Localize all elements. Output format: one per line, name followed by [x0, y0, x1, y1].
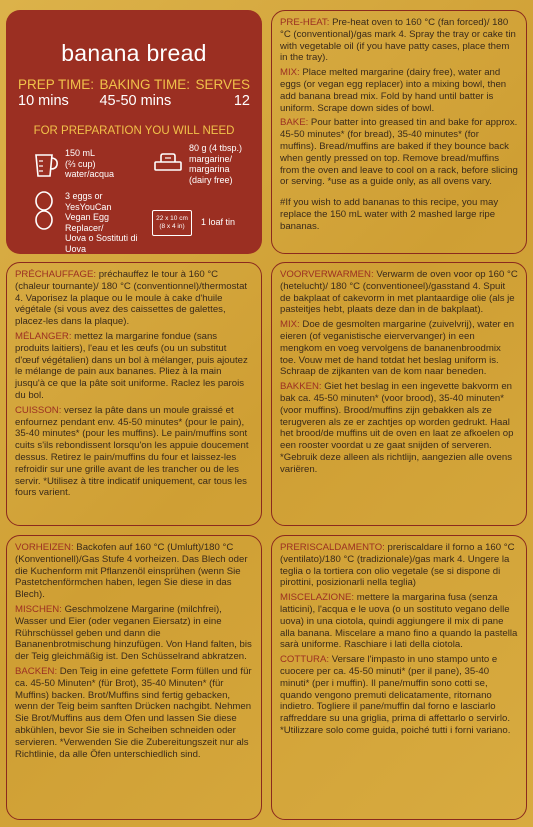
recipe-title: banana bread — [61, 40, 207, 66]
baking-time-value: 45-50 mins — [99, 93, 172, 109]
eggs-line-1: 3 eggs or — [65, 191, 103, 201]
recipe-card — [6, 10, 262, 254]
instructions-english — [271, 10, 527, 254]
eggs-line-4: Replacer/ — [65, 222, 104, 233]
german-bake-label: BACKEN: — [15, 665, 58, 677]
italian-mix-label: MISCELAZIONE: — [280, 592, 355, 604]
water-name: water/acqua — [65, 169, 115, 180]
ingredient-margarine — [152, 143, 272, 185]
german-preheat-text: Backofen auf 160 °C (Umluft)/180 °C (Konventionell)/Gas Stufe 4 vorheizen. Das Blech oder die Kuchenform mit Pflanzenöl einsprühen (wenn Sie Pastetchenförmchen haben, legen Sie diese in das Blech). — [15, 542, 248, 601]
dutch-bake — [280, 381, 518, 475]
serves-value: 12 — [233, 93, 250, 109]
dutch-preheat — [280, 269, 518, 316]
french-mix-text: mettez la margarine fondue (sans produits laitiers), l'eau et les œufs (ou un substitut d'œuf végétalien) dans un bol à mélanger, puis ajoutez le mélange de pain aux bananes. Pliez à la main jusqu'à ce que la pâte soit uniforme. Raclez les parois du bol. — [15, 330, 248, 401]
italian-preheat-text: preriscaldare il forno a 160 °C (ventilato)/180 °C (tradizionale)/gas mark 4. Ungere la teglia o la tortiera con olio vegetale (se si dispone di pirottini, posizionarli nella teglia) — [280, 542, 515, 589]
preparation-header: FOR PREPARATION YOU WILL NEED — [33, 125, 235, 137]
german-mix-text: Geschmolzene Margarine (milchfrei), Wasser und Eier (oder veganen Eiersatz) in eine Rührschüssel geben und dann die Bananenbrotmischung hinzufügen. Von Hand falten, bis der Teig gleichmäßig ist. Den Schüsselrand abkratzen. — [15, 603, 252, 663]
water-cup: (⅔ cup) — [65, 158, 96, 169]
dutch-preheat-text: Verwarm de oven voor op 160 °C (hetelucht)/ 180 °C (conventioneel)/gasstand 4. Spuit de bakplaat of cakevorm in met plantaardige olie (als je pasteitjes hebt, plaats deze dan in de bakplaat). — [280, 269, 518, 316]
prep-time-label: PREP TIME: — [18, 77, 95, 92]
tin-size-imperial: (8 x 4 in) — [159, 222, 185, 230]
instructions-german — [6, 535, 262, 820]
french-bake-label: CUISSON: — [15, 404, 62, 416]
english-mix-label: MIX: — [280, 67, 300, 79]
measuring-cup-icon — [30, 149, 60, 179]
instructions-italian — [271, 535, 527, 820]
instructions-dutch — [271, 262, 527, 526]
eggs-line-3: Vegan Egg — [65, 212, 110, 222]
dutch-mix — [280, 319, 518, 378]
margarine-name-it: margarina — [189, 164, 230, 174]
italian-mix-text: mettere la margarina fusa (senza latticini), l'acqua e le uova (o un sostituto vegano delle uova) in una ciotola, quindi aggiungere il mix di pane alla banana. Miscelare a mano fino a quando la pastella sarà uniforme. Raschiare i lati della ciotola. — [280, 592, 518, 651]
german-mix — [15, 604, 253, 663]
ingredient-eggs — [30, 191, 148, 254]
baking-time-label: BAKING TIME: — [99, 77, 191, 92]
ingredient-loaf-tin — [152, 191, 272, 254]
italian-preheat — [280, 542, 518, 589]
english-mix-text: Place melted margarine (dairy free), water and eggs (or vegan egg replacer) into a mixing bowl, then add banana bread mix. Fold by hand until batter is uniform. Scrape down sides of bowl. — [280, 67, 507, 114]
french-mix-label: MÉLANGER: — [15, 330, 72, 342]
english-bake — [280, 117, 518, 188]
italian-preheat-label: PRERISCALDAMENTO: — [280, 542, 385, 553]
german-preheat — [15, 542, 253, 601]
water-amount: 150 mL — [65, 148, 96, 159]
french-preheat-text: préchauffez le tour à 160 °C (chaleur tournante)/ 180 °C (conventionnel)/thermostat 4. Vaporisez la plaque ou le moule à cake d'huile végétale (si vous avez des caissettes de galettes, placez-les dans la plaque). — [15, 269, 248, 328]
french-preheat — [15, 269, 253, 328]
loaf-tin-label: 1 loaf tin — [201, 217, 236, 228]
french-bake — [15, 405, 253, 499]
french-preheat-label: PRÉCHAUFFAGE: — [15, 269, 97, 280]
english-mix — [280, 67, 518, 114]
dutch-mix-label: MIX: — [280, 319, 300, 331]
italian-mix — [280, 592, 518, 651]
english-preheat-label: PRE-HEAT: — [280, 17, 330, 28]
italian-bake-label: COTTURA: — [280, 654, 330, 666]
english-bake-text: Pour batter into greased tin and bake for approx. 45-50 minutes* (for bread), 35-40 minutes* (for muffins). Bread/muffins are baked if they bounce back when gently pressed on top. Remove bread/muffins from the oven and leave to cool on a rack, before slicing or serving. *use as a guide only, as all ovens vary. — [280, 117, 518, 188]
instructions-french — [6, 262, 262, 526]
german-mix-label: MISCHEN: — [15, 603, 62, 615]
eggs-icon — [30, 191, 60, 231]
serves-label: SERVES — [195, 77, 250, 92]
margarine-amount: 80 g (4 tbsp.) — [189, 143, 243, 153]
english-preheat — [280, 17, 518, 64]
tin-size-metric: 22 x 10 cm — [156, 215, 188, 222]
italian-bake-text: Versare l'impasto in uno stampo unto e cuocere per ca. 45-50 minuti* (per il pane), 35-40 minuti* (per i muffin). Il pane/muffin sono cotti se, quando vengono premuti delicatamente, ritornano indietro. Togliere il pane/muffin dal forno e lasciarlo raffreddare su una griglia, prima di affettarlo o servirlo. *Utilizzare solo come guida, poiché tutti i forni variano. — [280, 654, 511, 736]
dutch-bake-label: BAKKEN: — [280, 381, 322, 393]
german-bake-text: Den Teig in eine gefettete Form füllen und für ca. 45-50 Minuten* (für Brot), 35-40 Minuten* (für Muffins) backen. Brot/Muffins sind fertig gebacken, wenn der Teig beim sanften Drücken nachgibt. Nehmen Sie Brot/Muffins aus dem Ofen und lassen Sie diese abkühlen, bevor Sie sie in Scheiben schneiden oder servieren. *Verwenden Sie die Zubereitungszeit nur als Richtlinie, da alle Öfen unterschiedlich sind. — [15, 665, 252, 760]
ingredient-water — [30, 143, 148, 185]
eggs-line-5: Uova o Sostituti di Uova — [65, 233, 138, 254]
dutch-mix-text: Doe de gesmolten margarine (zuivelvrij), water en eieren (of veganistische eiervervanger) in een mengkom en voeg vervolgens de bananenbroodmix toe. Vouw met de hand totdat het beslag uniform is. Schraap de zijkanten van de kom naar beneden. — [280, 319, 515, 378]
time-summary — [14, 77, 254, 109]
prep-time-value: 10 mins — [18, 93, 69, 109]
eggs-line-2: YesYouCan — [65, 201, 112, 212]
english-note: #If you wish to add bananas to this recipe, you may replace the 150 mL water with 2 mashed large ripe bananas. — [280, 197, 499, 232]
margarine-note: (dairy free) — [189, 174, 233, 185]
english-bake-label: BAKE: — [280, 117, 309, 129]
margarine-tub-icon — [152, 151, 184, 177]
margarine-name-en: margarine/ — [189, 153, 233, 164]
french-bake-text: versez la pâte dans un moule graissé et enfournez pendant env. 45-50 minutes* (pour le pain), 35-40 minutes* (pour les muffins). Le pain/muffins sont cuits s'ils rebondissent lorsqu'on les appuie doucement dessus. Retirez le pain/muffins du four et laissez-les refroidir sur une grille avant de les trancher ou de les servir. *Utilisez à titre indicatif uniquement, car tous les fours varient. — [15, 404, 249, 499]
german-bake — [15, 666, 253, 760]
ingredient-list — [14, 143, 254, 254]
english-preheat-text: Pre-heat oven to 160 °C (fan forced)/ 180 °C (conventional)/gas mark 4. Spray the tray or cake tin with vegetable oil (if you have patty cases, place them in the tray). — [280, 17, 516, 64]
italian-bake — [280, 654, 518, 737]
dutch-preheat-label: VOORVERWARMEN: — [280, 269, 374, 280]
french-mix — [15, 331, 253, 402]
dutch-bake-text: Giet het beslag in een ingevette bakvorm en bak ca. 45-50 minuten* (voor brood), 35-40 minuten* (voor muffins). Brood/muffins zijn gebakken als ze terugveren als ze er zachtjes op worden gedrukt. Haal het brood/de muffins uit de oven en laat ze afkoelen op een rooster voordat u ze gaat snijden of serveren. *Gebruik deze alleen als richtlijn, aangezien alle ovens variëren. — [280, 381, 514, 475]
loaf-tin-icon — [152, 210, 192, 236]
german-preheat-label: VORHEIZEN: — [15, 542, 74, 553]
